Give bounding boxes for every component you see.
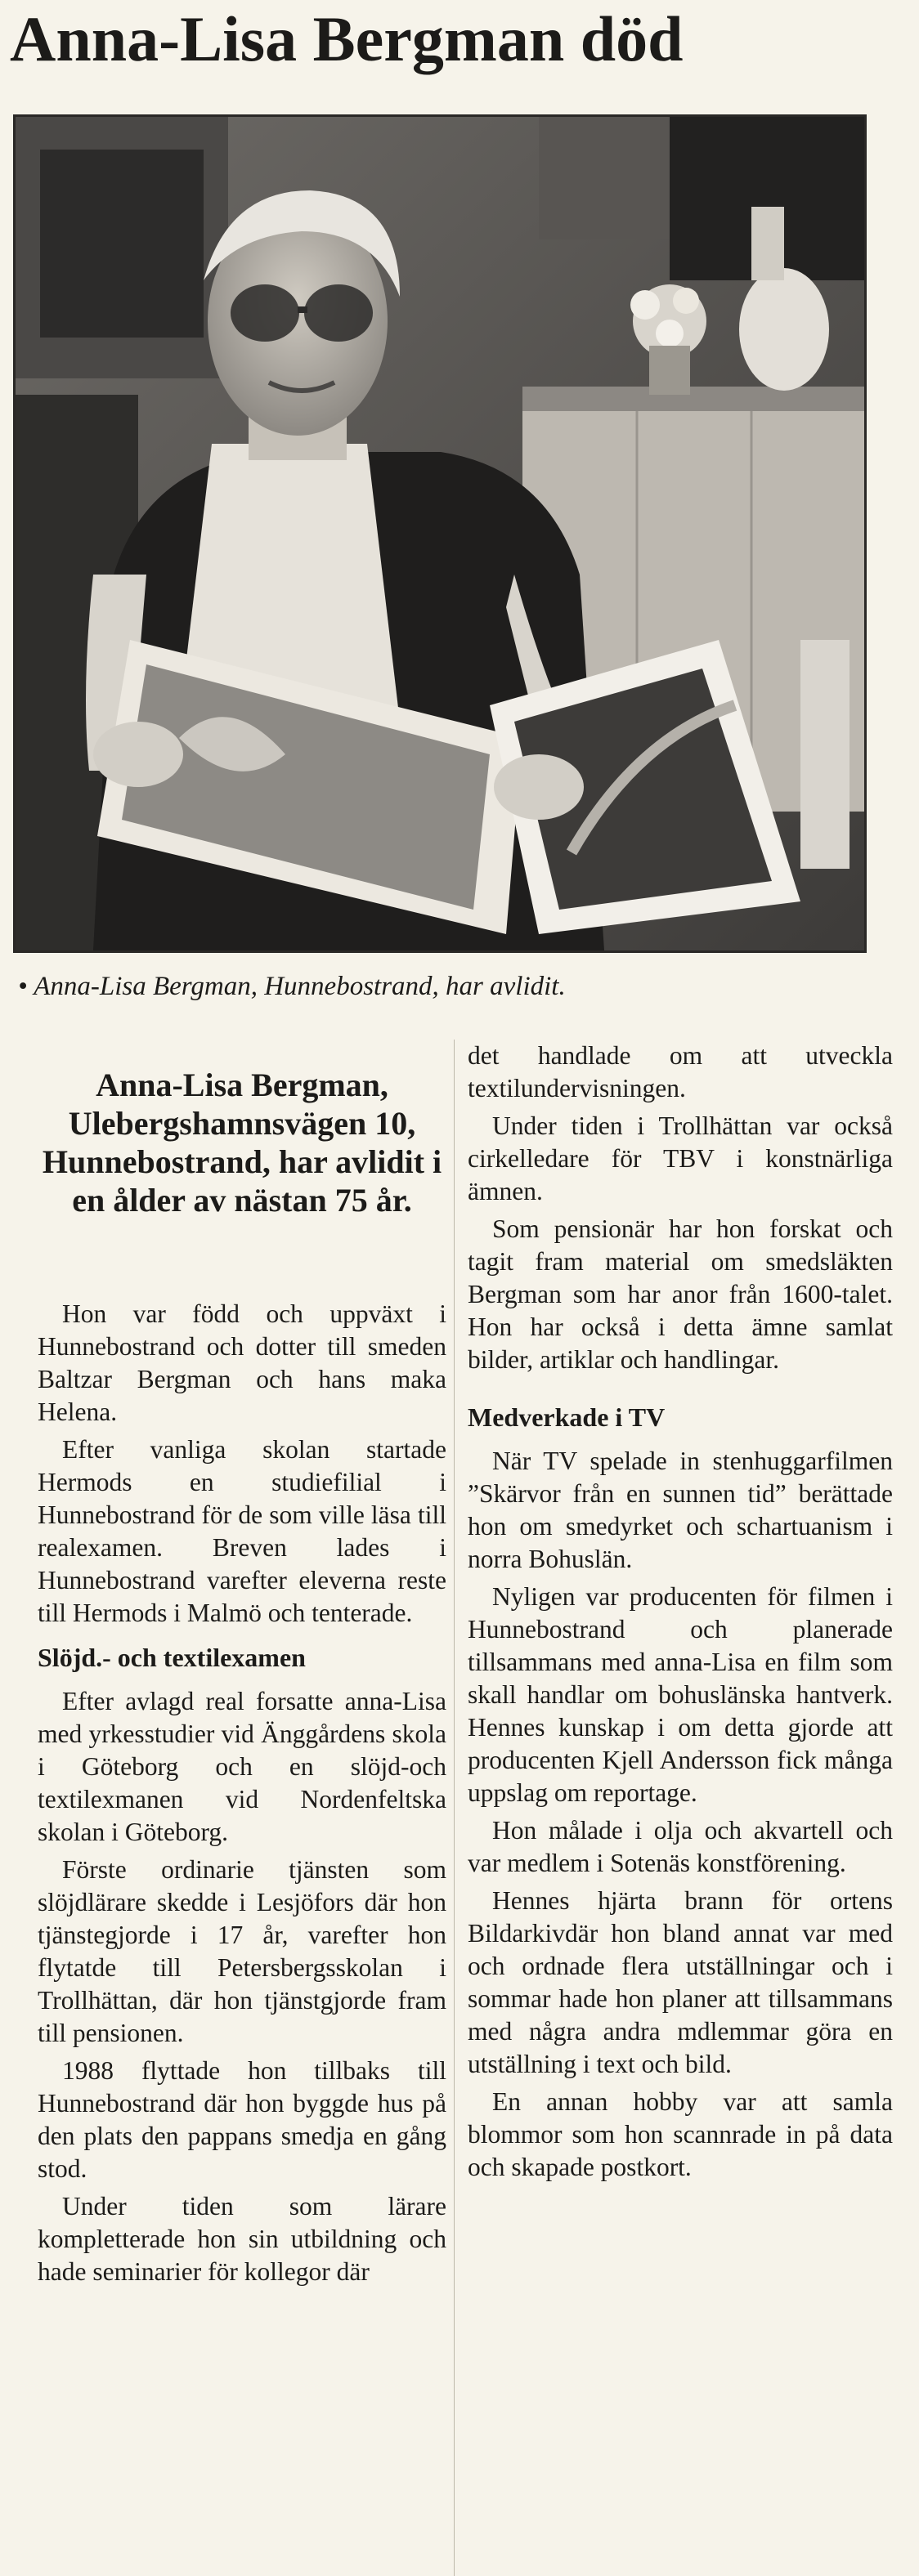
paragraph: Som pensionär har hon forskat och tagit fram material om smedsläkten Bergman som har anor från 1600-talet. Hon har också i detta ämne samlat bilder, artiklar och handlingar. — [468, 1214, 893, 1374]
portrait-photo-illustration — [16, 117, 864, 950]
article-left-column — [38, 1066, 446, 2293]
paragraph: Under tiden i Trollhättan var också cirkelledare för TBV i konstnärliga ämnen. — [468, 1111, 893, 1205]
headline: Anna-Lisa Bergman död — [10, 3, 684, 74]
paragraph: Förste ordinarie tjänsten som slöjdlärare skedde i Lesjöfors där hon tjänstegjorde i 17 år, varefter hon flytatde till Petersbergsskolan i Trollhättan, där hon tjänstgjorde fram till pensionen. — [38, 1855, 446, 2047]
paragraph: Hennes hjärta brann för ortens Bildarkivdär hon bland annat var med och ordnade flera utställningar och i sommar hade hon planer att tillsammans med några andra mdlemmar göra en utställning i text och bild. — [468, 1886, 893, 2078]
paragraph: När TV spelade in stenhuggarfilmen ”Skärvor från en sunnen tid” berättade hon om smedyrket och schartuanism i norra Bohuslän. — [468, 1447, 893, 1573]
article-right-column — [468, 1040, 893, 2189]
paragraph: Nyligen var producenten för filmen i Hunnebostrand och planerade tillsammans med anna-Lisa en film som skall handlar om bohuslänska hantverk. Hennes kunskap i om detta gjorde att producenten Kjell Andersson fick många uppslag om reportage. — [468, 1582, 893, 1807]
paragraph: Hon målade i olja och akvartell och var medlem i Sotenäs konstförening. — [468, 1816, 893, 1877]
portrait-photo — [13, 114, 867, 953]
paragraph: En annan hobby var att samla blommor som hon scannrade in på data och skapade postkort. — [468, 2087, 893, 2181]
photo-caption: • Anna-Lisa Bergman, Hunnebostrand, har avlidit. — [18, 972, 566, 1001]
article-lead: Anna-Lisa Bergman, Ulebergshamnsvägen 10, Hunnebostrand, har avlidit i en ålder av nästan 75 år. — [42, 1067, 442, 1219]
paragraph: Efter avlagd real forsatte anna-Lisa med yrkesstudier vid Änggårdens skola i Göteborg och en slöjd-och textilexmanen vid Nordenfeltska skolan i Göteborg. — [38, 1687, 446, 1846]
paragraph: Efter vanliga skolan startade Hermods en studiefilial i Hunnebostrand för de som ville läsa till realexamen. Breven lades i Hunnebostrand varefter eleverna reste till Hermods i Malmö och tenterade. — [38, 1435, 446, 1627]
paragraph: Hon var född och uppväxt i Hunnebostrand och dotter till smeden Baltzar Bergman och hans maka Helena. — [38, 1299, 446, 1426]
paragraph: det handlade om att utveckla textilundervisningen. — [468, 1041, 893, 1102]
section-heading: Medverkade i TV — [468, 1402, 666, 1432]
column-divider — [454, 1040, 455, 2576]
paragraph: 1988 flyttade hon tillbaks till Hunnebostrand där hon byggde hus på den plats den pappans smedja en gång stod. — [38, 2056, 446, 2183]
paragraph: Under tiden som lärare kompletterade hon sin utbildning och hade seminarier för kollegor där — [38, 2192, 446, 2286]
section-heading: Slöjd.- och textilexamen — [38, 1643, 306, 1672]
